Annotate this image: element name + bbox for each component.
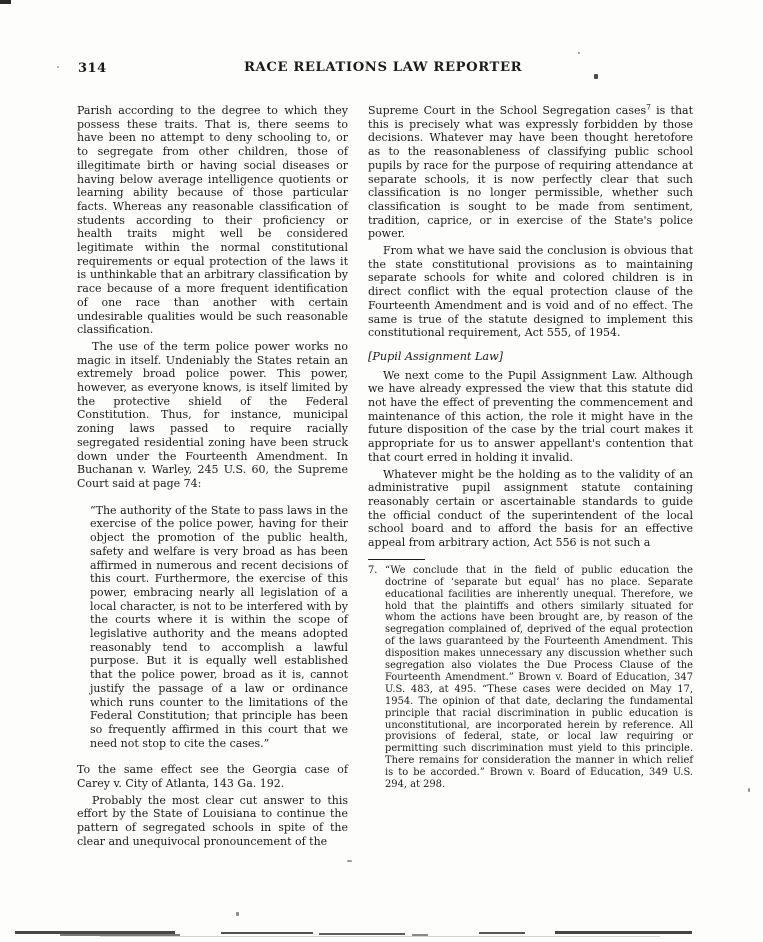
paragraph: Probably the most clear cut answer to this effort by the State of Louisiana to continue the pattern of segregated schools in spite of the clear and unequivocal pronouncement of the [77, 793, 348, 848]
paragraph: Whatever might be the holding as to the validity of an administrative pupil assignment statute containing reasonably certain or ascertainable standards to guide the official conduct of the superintendent of the local school board and to afford the basis for an effective appeal from arbitrary action, Act 556 is not such a [368, 467, 693, 550]
scan-speck [236, 912, 239, 916]
paragraph-continuation [368, 104, 693, 241]
page-number: 314 [78, 61, 107, 76]
paragraph: The use of the term police power works no magic in itself. Undeniably the States retain an extremely broad police power. This power, however, as everyone knows, is itself limited by the protective shield of the Federal Constitution. Thus, for instance, municipal zoning laws passed to require racially segregated residential zoning have been struck down under the Fourteenth Amendment. In Buchanan v. Warley, 245 U.S. 60, the Supreme Court said at page 74: [77, 339, 348, 490]
paragraph-text: is that this is precisely what was expressly forbidden by those decisions. Whatever may have been thought heretofore as to the reasonableness of classifying public school pupils by race for the purpose of requiring attendance at separate schools, it is now perfectly clear that such classification is no longer permissible, whether such classification is sought to be made from sentiment, tradition, caprice, or in exercise of the State's police power. [368, 104, 694, 241]
scan-corner-mark [0, 0, 11, 4]
case-quotation: “The authority of the State to pass laws in the exercise of the police power, having for their object the promotion of the public health, safety and welfare is very broad as has been affirmed in numerous and recent decisions of this court. Furthermore, the exercise of this power, embracing nearly all legislation of a local character, is not to be interfered with by the courts where it is within the scope of legislative authority and the means adopted reasonably tend to accomplish a lawful purpose. But it is equally well established that the police power, broad as it is, cannot justify the passage of a law or ordinance which runs counter to the limitations of the Federal Constitution; that principle has been so frequently affirmed in this court that we need not stop to cite the cases.” [90, 503, 348, 750]
scan-speck [578, 52, 580, 54]
running-head-title: RACE RELATIONS LAW REPORTER [244, 60, 523, 75]
footnote-text: “We conclude that in the field of public education the doctrine of ‘separate but equal’ has no place. Separate educational facilities are inherently unequal. Therefore, we hold that the plaintiffs and others similarly situated for whom the actions have been brought are, by reason of the segregation complained of, deprived of the equal protection of the laws guaranteed by the Fourteenth Amendment. This disposition makes unnecessary any discussion whether such segregation also violates the Due Process Clause of the Fourteenth Amendment.” Brown v. Board of Education, 347 U.S. 483, at 495. “These cases were decided on May 17, 1954. The opinion of that date, declaring the fundamental principle that racial discrimination in public education is unconstitutional, are incorporated herein by reference. All provisions of federal, state, or local law requiring or permitting such discrimination must yield to this principle. There remains for consideration the manner in which relief is to be accorded.” Brown v. Board of Education, 349 U.S. 294, at 298. [385, 564, 693, 791]
footnote-separator-rule [368, 559, 425, 560]
footnote-reference: 7 [646, 102, 651, 112]
paragraph: To the same effect see the Georgia case of Carey v. City of Atlanta, 143 Ga. 192. [77, 763, 348, 791]
paragraph-text: Supreme Court in the School Segregation cases [368, 104, 647, 117]
two-column-body [77, 104, 693, 849]
section-heading: [Pupil Assignment Law] [368, 349, 504, 363]
footnote-number: 7. [368, 564, 378, 576]
left-column [77, 104, 348, 849]
paragraph-continuation: Parish according to the degree to which they possess these traits. That is, there seems to have been no attempt to deny schooling to, or to segregate from other children, those of illegitimate birth or having social diseases or having below average intelligence quotients or learning ability because of those particular facts. Whereas any reasonable classification of students according to their proficiency or health traits might well be considered legitimate within the normal constitutional requirements or equal protection of the laws it is unthinkable that an arbitrary classification by race because of a more frequent identification of one race than another with certain undesirable qualities would be such reasonable classification. [77, 104, 348, 337]
scan-speck [57, 66, 59, 68]
scan-speck [594, 74, 598, 79]
right-column [368, 104, 693, 849]
scan-speck [748, 788, 750, 792]
paragraph: We next come to the Pupil Assignment Law. Although we have already expressed the view that this statute did not have the effect of preventing the commencement and maintenance of this action, the role it might have in the future disposition of the case by the trial court makes it appropriate for us to answer appellant's contention that that court erred in holding it invalid. [368, 368, 693, 464]
footnote [368, 559, 693, 791]
paragraph: From what we have said the conclusion is obvious that the state constitutional provisions as to maintaining separate schools for white and colored children is in direct conflict with the equal protection clause of the Fourteenth Amendment and is void and of no effect. The same is true of the statute designed to implement this constitutional requirement, Act 555, of 1954. [368, 244, 693, 340]
scan-speck [347, 860, 352, 862]
